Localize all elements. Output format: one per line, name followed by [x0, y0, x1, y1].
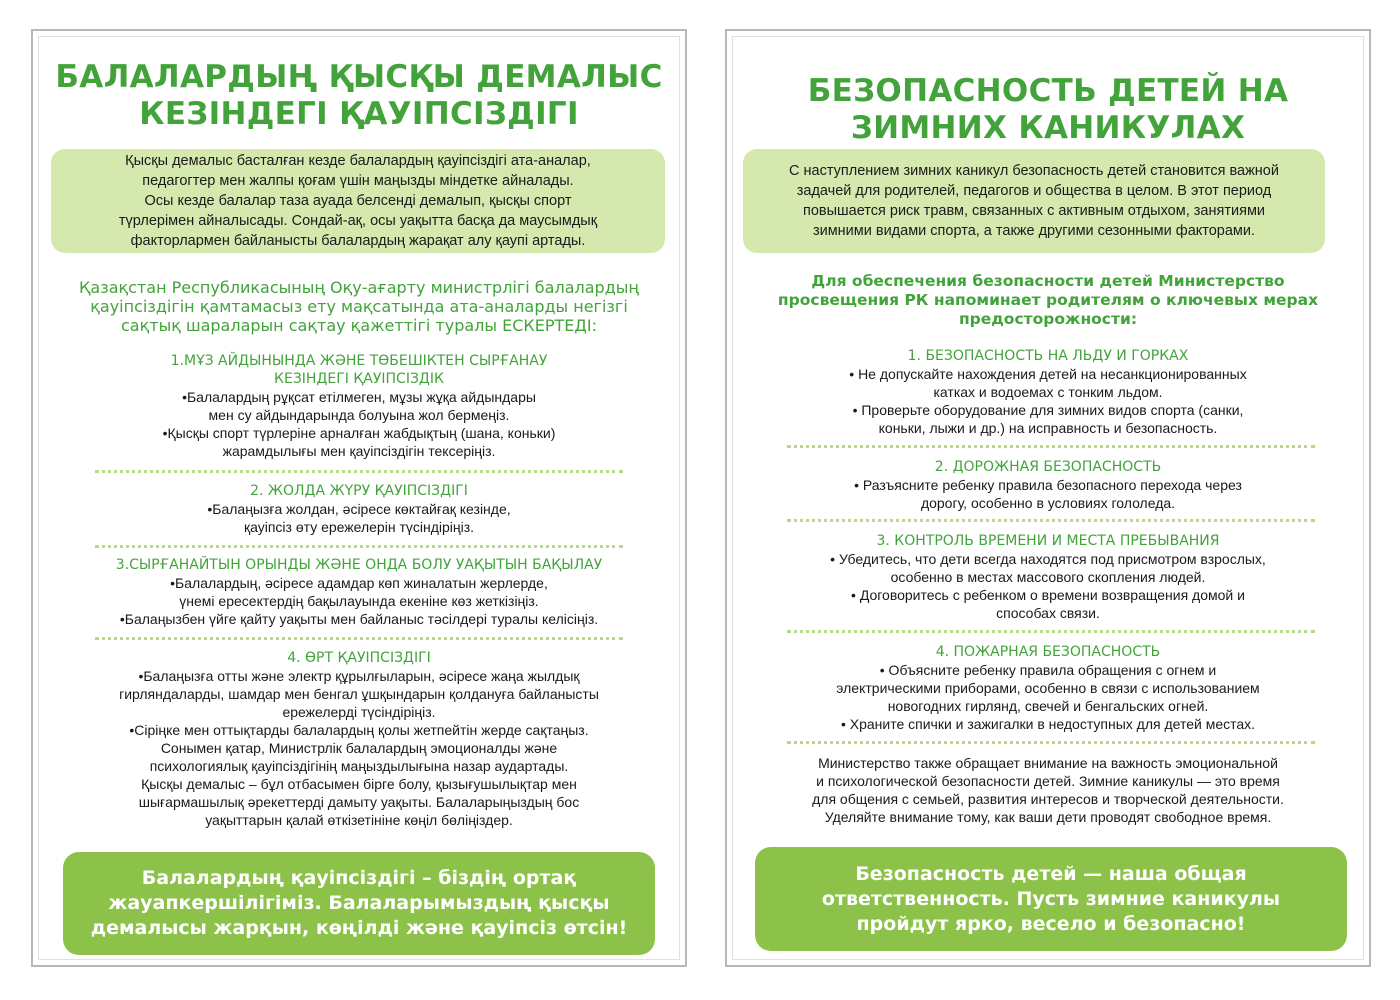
section-text: •Балаңызға отты және электр құрылғыларын, әсіресе жаңа жылдық — [138, 668, 580, 684]
closing-paragraph-line: для общения с семьей, развития интересов и творческой деятельности. — [812, 791, 1284, 807]
section-heading: 4. ӨРТ ҚАУІПСІЗДІГІ — [287, 650, 431, 666]
closing-line: пройдут ярко, весело и безопасно! — [856, 912, 1246, 935]
section-heading: 3.СЫРҒАНАЙТЫН ОРЫНДЫ ЖӘНЕ ОНДА БОЛУ УАҚЫТЫН БАҚЫЛАУ — [115, 557, 603, 573]
section-heading: 2. ДОРОЖНАЯ БЕЗОПАСНОСТЬ — [934, 459, 1162, 475]
lead-line: сақтық шараларын сақтау қажеттігі туралы ЕСКЕРТЕДІ: — [120, 316, 598, 335]
section-ice-safety — [727, 347, 1369, 437]
section-heading: 1.МҰЗ АЙДЫНЫНДА ЖӘНЕ ТӨБЕШІКТЕН СЫРҒАНАУ — [170, 353, 548, 369]
section-text: үнемі ересектердің бақылауында екеніне көз жеткізіңіз. — [179, 593, 539, 609]
section-text: •Балалардың рұқсат етілмеген, мұзы жұқа айдындары — [182, 389, 536, 405]
lead-line: предосторожности: — [958, 310, 1138, 328]
russian-leaflet — [725, 29, 1371, 967]
lead-line: просвещения РК напоминает родителям о ключевых мерах — [777, 291, 1319, 309]
closing-paragraph-line: Уделяйте внимание тому, как ваши дети проводят свободное время. — [824, 809, 1272, 825]
section-fire-safety — [727, 643, 1369, 733]
intro-line: повышается риск травм, связанных с активным отдыхом, занятиями — [802, 203, 1266, 219]
section-text: психологиялық қауіпсіздігінің маңыздылығына назар аудартады. — [149, 758, 569, 774]
closing-line: жауапкершілігіміз. Балаларымыздың қысқы — [108, 892, 610, 914]
section-heading: КЕЗІНДЕГІ ҚАУІПСІЗДІК — [274, 371, 444, 387]
section-text: коньки, лыжи и др.) на исправность и безопасность. — [878, 420, 1218, 436]
section-text: •Балаңызбен үйге қайту уақыты мен байланыс тәсілдері туралы келісіңіз. — [119, 611, 599, 627]
section-ice-safety — [33, 352, 685, 460]
title-line: БАЛАЛАРДЫҢ ҚЫСҚЫ ДЕМАЛЫС — [55, 59, 663, 95]
dotted-divider — [95, 545, 623, 548]
section-text: • Договоритесь с ребенком о времени возвращения домой и — [851, 587, 1245, 603]
section-supervision — [33, 556, 685, 628]
section-text: •Қысқы спорт түрлеріне арналған жабдықтың (шана, коньки) — [162, 425, 556, 441]
intro-line: факторлармен байланысты балалардың жарақат алу қаупі артады. — [130, 233, 586, 249]
section-heading: 1. БЕЗОПАСНОСТЬ НА ЛЬДУ И ГОРКАХ — [907, 348, 1189, 364]
section-heading: 4. ПОЖАРНАЯ БЕЗОПАСНОСТЬ — [935, 644, 1161, 660]
page-title — [727, 73, 1369, 147]
section-text: жарамдылығы мен қауіпсіздігін тексеріңіз. — [222, 443, 496, 459]
dotted-divider — [787, 519, 1315, 522]
lead-text — [33, 278, 685, 335]
section-road-safety — [33, 482, 685, 536]
closing-paragraph-line: Министерство также обращает внимание на важность эмоциональной — [818, 755, 1278, 771]
section-text: способах связи. — [996, 605, 1100, 621]
dotted-divider — [787, 445, 1315, 448]
section-fire-safety — [33, 649, 685, 829]
section-text: катках и водоемах с тонким льдом. — [933, 384, 1163, 400]
section-text: • Проверьте оборудование для зимних видов спорта (санки, — [852, 402, 1244, 418]
closing-message-box — [63, 852, 655, 955]
section-text: •Балалардың, әсіресе адамдар көп жиналатын жерлерде, — [170, 575, 548, 591]
section-text: • Храните спички и зажигалки в недоступных для детей местах. — [840, 716, 1256, 732]
section-heading: 3. КОНТРОЛЬ ВРЕМЕНИ И МЕСТА ПРЕБЫВАНИЯ — [876, 533, 1220, 549]
lead-text — [727, 272, 1369, 329]
intro-line: задачей для родителей, педагогов и общества в целом. В этот период — [796, 183, 1272, 199]
title-line: КЕЗІНДЕГІ ҚАУІПСІЗДІГІ — [139, 96, 579, 132]
section-text: новогодних гирлянд, свечей и бенгальских огней. — [887, 698, 1209, 714]
intro-line: С наступлением зимних каникул безопасность детей становится важной — [789, 163, 1279, 179]
kazakh-leaflet — [31, 29, 687, 967]
section-heading: 2. ЖОЛДА ЖҮРУ ҚАУІПСІЗДІГІ — [250, 483, 468, 499]
title-line: ЗИМНИХ КАНИКУЛАХ — [850, 110, 1246, 146]
section-text: мен су айдындарында болуына жол бермеңіз. — [208, 407, 510, 423]
section-text: уақыттарын қалай өткізетініне көңіл бөліңіздер. — [205, 812, 513, 828]
section-text: қауіпсіз өту ережелерін түсіндіріңіз. — [243, 519, 475, 535]
dotted-divider — [95, 637, 623, 640]
section-road-safety — [727, 458, 1369, 512]
section-text: • Объясните ребенку правила обращения с огнем и — [879, 662, 1217, 678]
page-title — [33, 59, 685, 133]
section-text: • Не допускайте нахождения детей на несанкционированных — [849, 366, 1247, 382]
closing-line: ответственность. Пусть зимние каникулы — [821, 887, 1281, 910]
section-text: Сонымен қатар, Министрлік балалардың эмоционалды және — [160, 740, 558, 756]
section-text: дорогу, особенно в условиях гололеда. — [920, 495, 1176, 511]
closing-line: Балалардың қауіпсіздігі – біздің ортақ — [141, 867, 577, 889]
lead-line: қауіпсіздігін қамтамасыз ету мақсатында ата-аналарды негізгі — [90, 297, 628, 316]
section-text: • Убедитесь, что дети всегда находятся под присмотром взрослых, — [830, 551, 1266, 567]
closing-line: Безопасность детей — наша общая — [855, 862, 1247, 885]
intro-line: зимними видами спорта, а также другими сезонными факторами. — [812, 223, 1256, 239]
intro-box — [743, 149, 1325, 253]
intro-line: Осы кезде балалар таза ауада белсенді демалып, қысқы спорт — [144, 193, 572, 209]
closing-paragraph-line: и психологической безопасности детей. Зимние каникулы — это время — [816, 773, 1280, 789]
section-text: Қысқы демалыс – бұл отбасымен бірге болу, қызығушылықтар мен — [141, 776, 577, 792]
section-supervision — [727, 532, 1369, 622]
intro-line: түрлерімен айналысады. Сондай-ақ, осы уақытта басқа да маусымдық — [118, 213, 598, 229]
section-text: • Разъясните ребенку правила безопасного перехода через — [854, 477, 1242, 493]
intro-box — [51, 149, 665, 253]
section-text: гирляндаларды, шамдар мен бенгал ұшқындарын қолдануға байланысты — [119, 686, 599, 702]
dotted-divider — [787, 741, 1315, 744]
intro-line: педагогтер мен жалпы қоғам үшін маңызды міндетке айналады. — [142, 173, 574, 189]
closing-line: демалысы жарқын, көңілді және қауіпсіз өтсін! — [90, 917, 628, 939]
closing-message-box — [755, 847, 1347, 951]
section-text: •Балаңызға жолдан, әсіресе көктайғақ кезінде, — [207, 501, 511, 517]
dotted-divider — [95, 470, 623, 473]
section-text: •Сіріңке мен оттықтарды балалардың қолы жетпейтін жерде сақтаңыз. — [129, 722, 589, 738]
section-text: особенно в местах массового скопления людей. — [890, 569, 1206, 585]
section-text: ережелерді түсіндіріңіз. — [282, 704, 436, 720]
section-text: электрическими приборами, особенно в связи с использованием — [836, 680, 1260, 696]
lead-line: Для обеспечения безопасности детей Министерство — [811, 272, 1285, 290]
closing-paragraph — [727, 754, 1369, 826]
dotted-divider — [787, 630, 1315, 633]
title-line: БЕЗОПАСНОСТЬ ДЕТЕЙ НА — [807, 73, 1289, 109]
intro-line: Қысқы демалыс басталған кезде балалардың қауіпсіздігі ата-аналар, — [125, 153, 591, 169]
section-text: шығармашылық әрекеттерді дамыту уақыты. Балаларыңыздың бос — [138, 794, 580, 810]
lead-line: Қазақстан Республикасының Оқу-ағарту министрлігі балалардың — [79, 278, 639, 297]
